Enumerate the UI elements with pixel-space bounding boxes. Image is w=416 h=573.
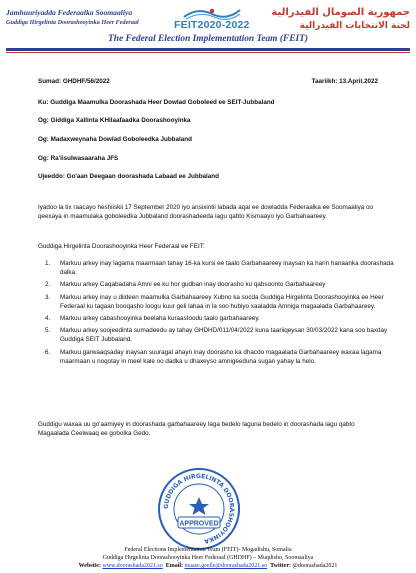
website-link[interactable]: www.doorashada2021.so [102, 563, 163, 569]
footer-line-1: Federal Elections Implementation Team (FEIT)- Mogadishu, Somalia [124, 547, 292, 553]
feit-wave-logo-icon [182, 6, 242, 20]
footer-line-2: Guddiga Hirgelinta Doorashooyinka Heer Federaal (GHDHF) – Muqdisho, Soomaaliya [102, 555, 314, 561]
feit-2020-2022-mark: FEIT2020-2022 [174, 19, 250, 31]
email-link[interactable]: maase.geelle@doorashada2021.so [184, 563, 268, 569]
letterhead-arabic-subtitle: لجنة الانتخابات الفيدرالية [299, 21, 410, 31]
closing-paragraph: Guddigu waxaa uu go'aamiyey in doorashada garbahaareey laga bedelo laguna bedelo in doorashada lagu qabto Magaalada Ceelwaaq ee gobolka Gedo. [38, 421, 355, 438]
letterhead-somali-title: Jamhuuriyadda Federaalka Soomaaliya [6, 8, 133, 17]
website-label: Website: [78, 563, 101, 569]
stamp-star-icon [189, 497, 209, 515]
letterhead [6, 6, 410, 58]
list-item: 5. Markuu arkey soojeedinta sumadeedu ay tahay GHDHD/011/04/2022 kuna taariiqeysan 30/03/2022 kana soo baxday Guddiga SEIT Jubbaland. [52, 326, 398, 344]
letterhead-english-title: The Federal Election Implementation Team (FEIT) [108, 34, 308, 44]
list-item: 6. Markuu garwaaqsaday inaysan suuragal ahayn inay doorasho ka dhacdo magaalada Garbahaareey waxaa lagama maarmaan u noqotay in meel kale oo dadka u dhaxeyso amnigeeduna sugan yahay la helo. [52, 348, 398, 366]
reference-number: Sumad: GHDHF/56/2022 [38, 78, 110, 85]
footer-contacts [0, 563, 416, 569]
twitter-label: Twitter: [270, 563, 291, 569]
twitter-handle: @doorashada2021 [292, 563, 338, 569]
recipient-cc-1: Og: Giddiga Xallinta KHilaafaadka Doorashooyinka [38, 117, 191, 124]
decision-reasons-list [38, 259, 398, 369]
list-item: 3. Markuu arkey inay u diideen maamulka Garbahaareey Xubno ka socda Guddiga Hirgelinta Doorashooyinka ee Heer Federaal ku tagaan booqasho loogu kuur geli lahaa in la soo hubiyo xaaladda Amniga magaalada Garbahaareey. [52, 293, 398, 311]
list-item: 2. Markuu arkey Caqabadaha Amni ee ku hor gudban inay doorasho ku qabsoonto Garbahaareey [52, 280, 398, 289]
letter-date: Taariikh: 13.April.2022 [311, 78, 378, 85]
recipient-cc-2: Og: Madaxweynaha Dowlad Goboleedka Jubbaland [38, 136, 192, 143]
letterhead-somali-subtitle: Guddiga Hirgelinta Doorashooyinka Heer Federaal [6, 19, 139, 26]
recipient-to: Ku: Guddiga Maamulka Doorashada Heer Dowlad Goboleed ee SEIT-Jubbaland [38, 99, 275, 106]
letter-subject: Ujeeddo: Go'aan Deegaan doorashada Labaad ee Jubbaland [38, 173, 220, 180]
intro-paragraph: Iyadoo la tix raacayo heshiiskii 17 September 2020 iyo ansixintii labada aqal ee dowladda Federaalka ee Soomaaliya oo qeexaya in maamulaka goboleedka Jubbaland doorashadeeda lagu qabto Kismaayo iyo Garbahaareey. [38, 204, 373, 221]
letterhead-arabic-title: جمهورية الصومال الفيدرالية [271, 7, 410, 18]
letterhead-divider-blue [6, 48, 410, 51]
lead-sentence: Guddiga Hirgelinta Doorashooyinka Heer Federaal ee FEIT: [38, 243, 205, 250]
list-item: 4. Markuu arkey cabashooyinka beelaha kuraastoodu taalo garbahaareey. [52, 314, 398, 323]
letterhead-divider-red [6, 52, 410, 53]
stamp-approved-label: APPROVED [179, 520, 219, 528]
stamp-ring-text: GUDDIGA HIRGELINTA DOORASHOOYINKA [162, 472, 236, 545]
approved-stamp [156, 466, 242, 552]
list-item: 1. Markuu arkey inay lagama maarmaan tahay 16-ka kursi ee taalo Garbahaareey inaysan ka harin hanaanka doorashada dalka. [52, 259, 398, 277]
email-label: Email: [165, 563, 184, 569]
recipient-cc-3: Og: Ra'iisulwasaaraha JFS [38, 155, 119, 162]
